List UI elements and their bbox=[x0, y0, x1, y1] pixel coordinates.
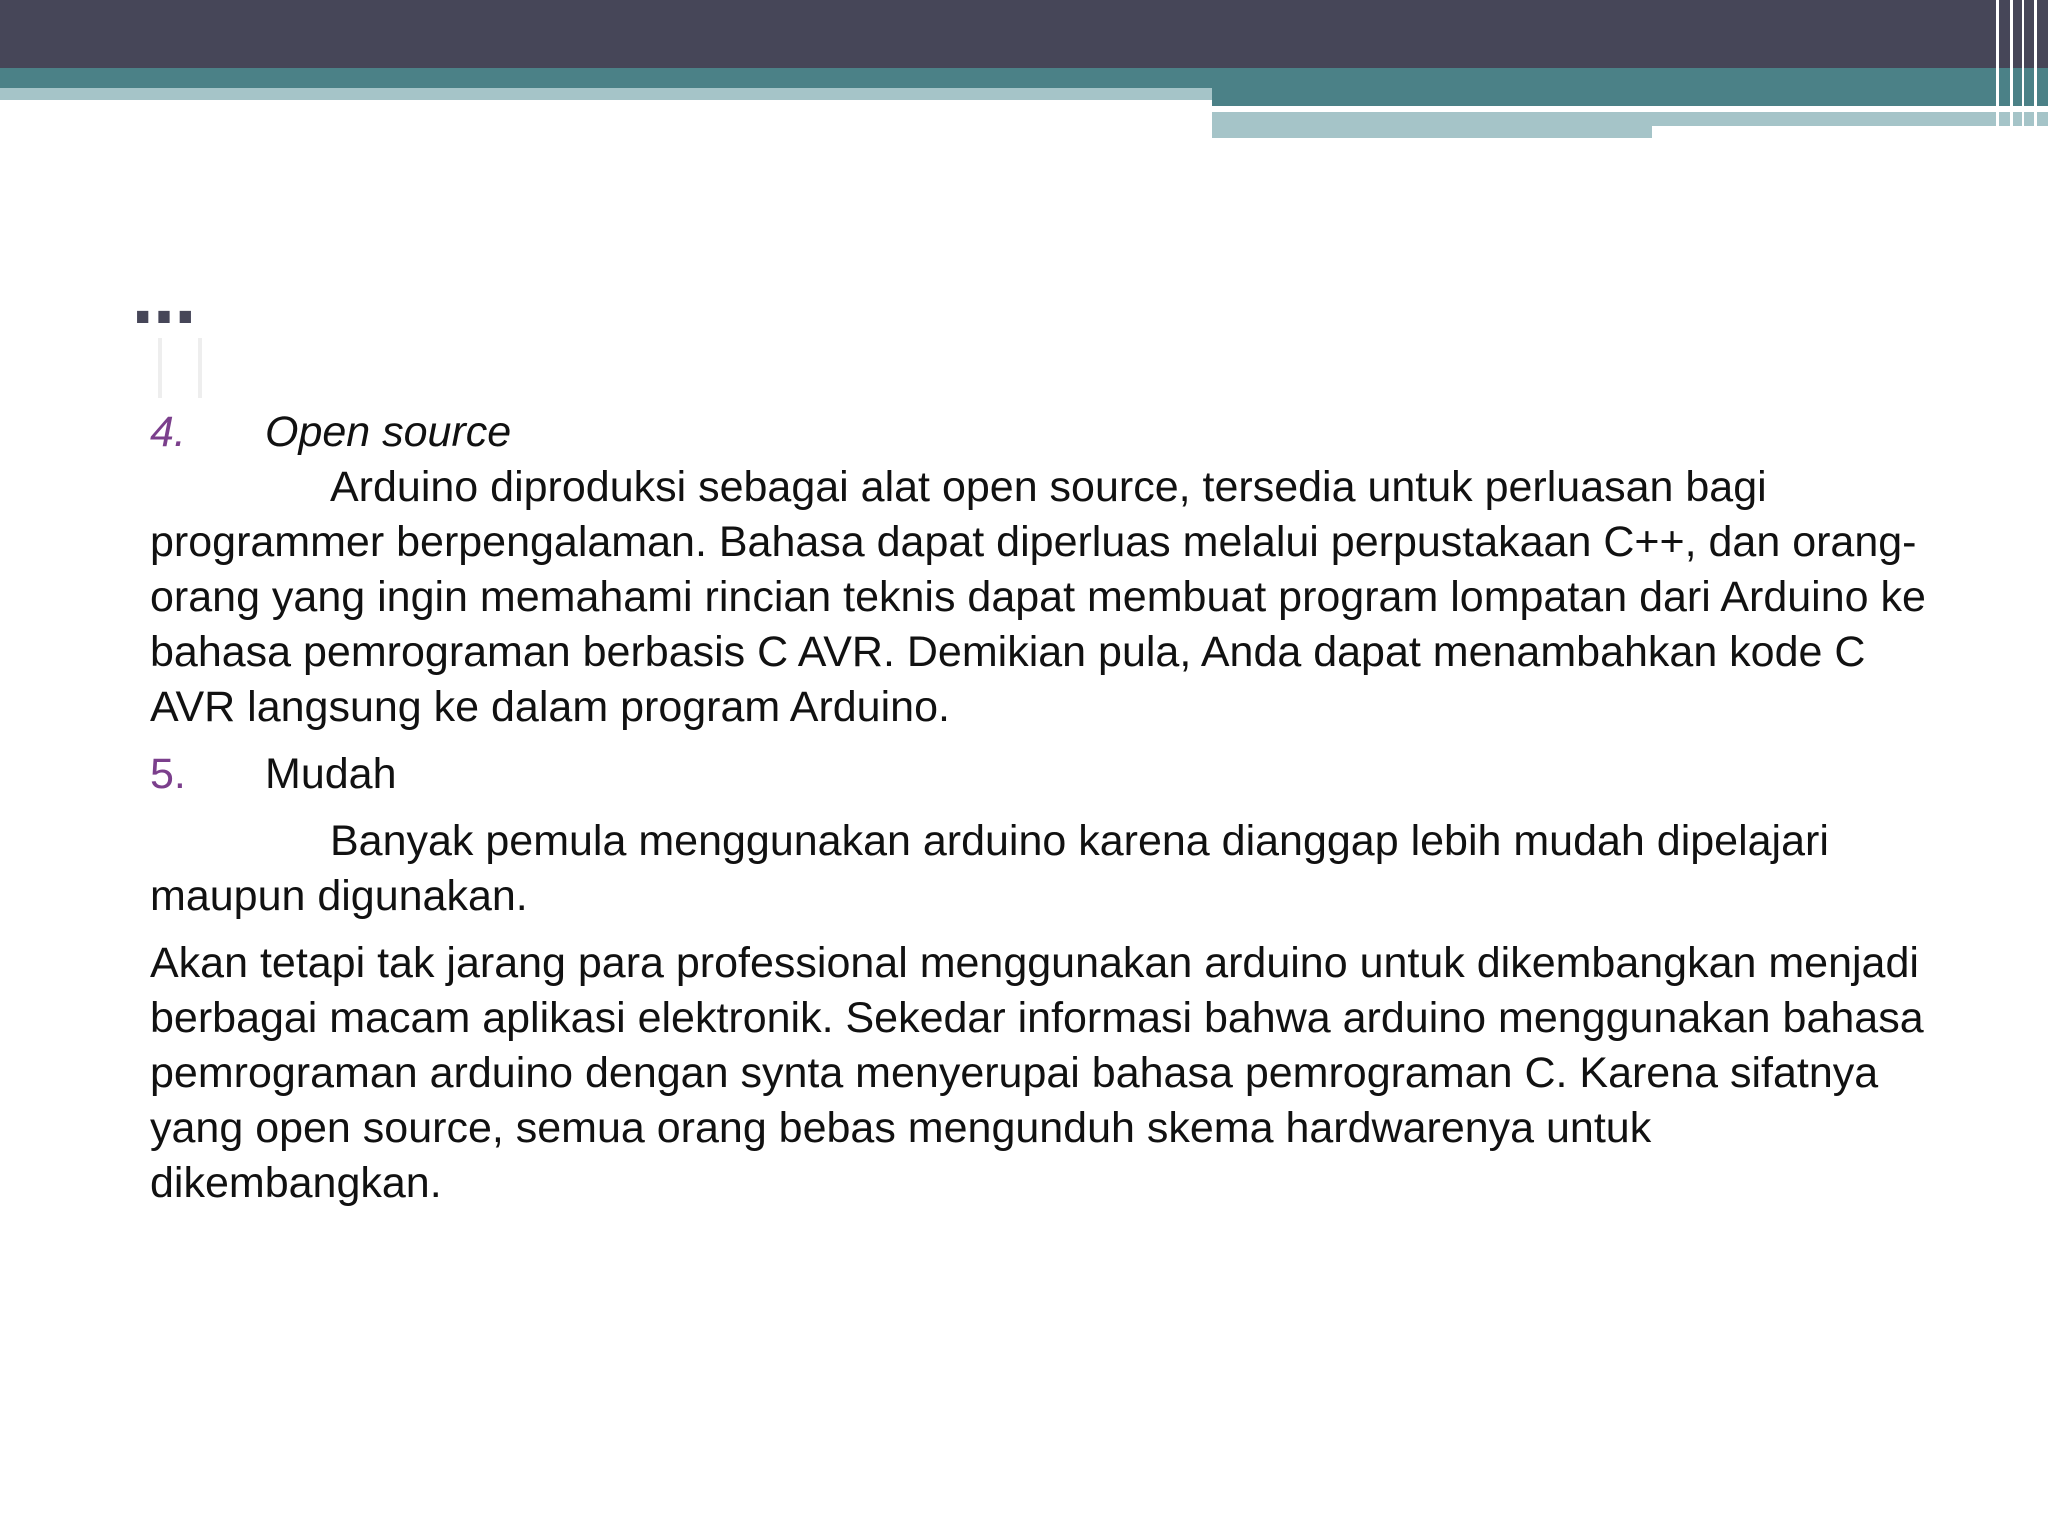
list-item-heading bbox=[150, 405, 1950, 460]
header-light-band-short bbox=[1212, 126, 1652, 138]
list-number: 4. bbox=[150, 408, 186, 456]
list-heading: Open source bbox=[265, 408, 512, 456]
title-decoration bbox=[158, 338, 202, 398]
header-light-band-right bbox=[1212, 112, 2048, 126]
closing-paragraph: Akan tetapi tak jarang para professional menggunakan arduino untuk dikembangkan menjadi berbagai macam aplikasi elektronik. Sekedar informasi bahwa arduino menggunakan bahasa pemrograman arduino dengan synta menyerupai bahasa pemrograman C. Karena sifatnya yang open source, semua orang bebas mengunduh skema hardwarenya untuk dikembangkan. bbox=[150, 939, 1924, 1207]
list-item-body: Banyak pemula menggunakan arduino karena dianggap lebih mudah dipelajari maupun digunakan. bbox=[150, 817, 1829, 920]
header-teal-band-right bbox=[1212, 88, 2048, 106]
header-dark-bar bbox=[0, 0, 2048, 68]
list-number: 5. bbox=[150, 750, 186, 798]
list-heading: Mudah bbox=[265, 750, 397, 798]
slide-title: … bbox=[132, 265, 202, 339]
header-edge-lines bbox=[1988, 0, 2048, 138]
list-item-heading bbox=[150, 747, 1950, 802]
slide-content bbox=[150, 405, 1950, 1211]
list-item-body: Arduino diproduksi sebagai alat open source, tersedia untuk perluasan bagi programmer berpengalaman. Bahasa dapat diperluas melalui perpustakaan C++, dan orang-orang yang ingin memahami rincian teknis dapat membuat program lompatan dari Arduino ke bahasa pemrograman berbasis C AVR. Demikian pula, Anda dapat menambahkan kode C AVR langsung ke dalam program Arduino. bbox=[150, 463, 1926, 731]
header-teal-band bbox=[0, 68, 2048, 88]
header-light-band bbox=[0, 88, 1212, 100]
